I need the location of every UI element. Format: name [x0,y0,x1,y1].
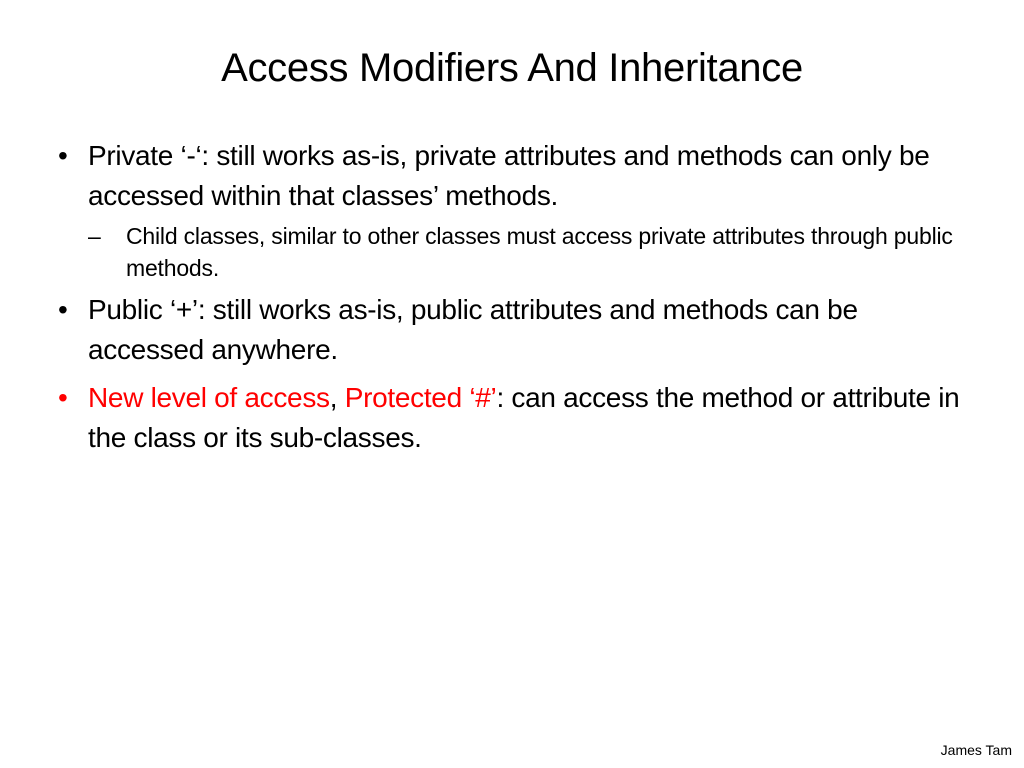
bullet-text-comma: , [329,382,345,413]
slide-title: Access Modifiers And Inheritance [221,46,803,90]
footer-author: James Tam [940,742,1012,758]
bullet-marker: • [58,382,68,413]
bullet-text: : can access the method or attribute in the class or its sub-classes. [88,382,960,453]
highlight-new-level: New level of access [88,382,330,413]
bullet-private [56,136,976,216]
bullet-marker: • [58,294,68,325]
sub-bullet-child-classes [88,220,976,284]
highlight-protected: Protected ‘#’ [344,382,497,413]
bullet-marker: • [58,140,68,171]
bullet-public [56,290,976,370]
bullet-protected [56,378,976,458]
sub-bullet-marker: – [88,223,101,249]
slide-content [56,136,976,458]
bullet-text: Private ‘-‘: still works as-is, private attributes and methods can only be accessed within that classes’ methods. [88,140,930,211]
bullet-text: Public ‘+’: still works as-is, public attributes and methods can be accessed anywhere. [88,294,858,365]
sub-bullet-text: Child classes, similar to other classes must access private attributes through public methods. [126,223,953,281]
